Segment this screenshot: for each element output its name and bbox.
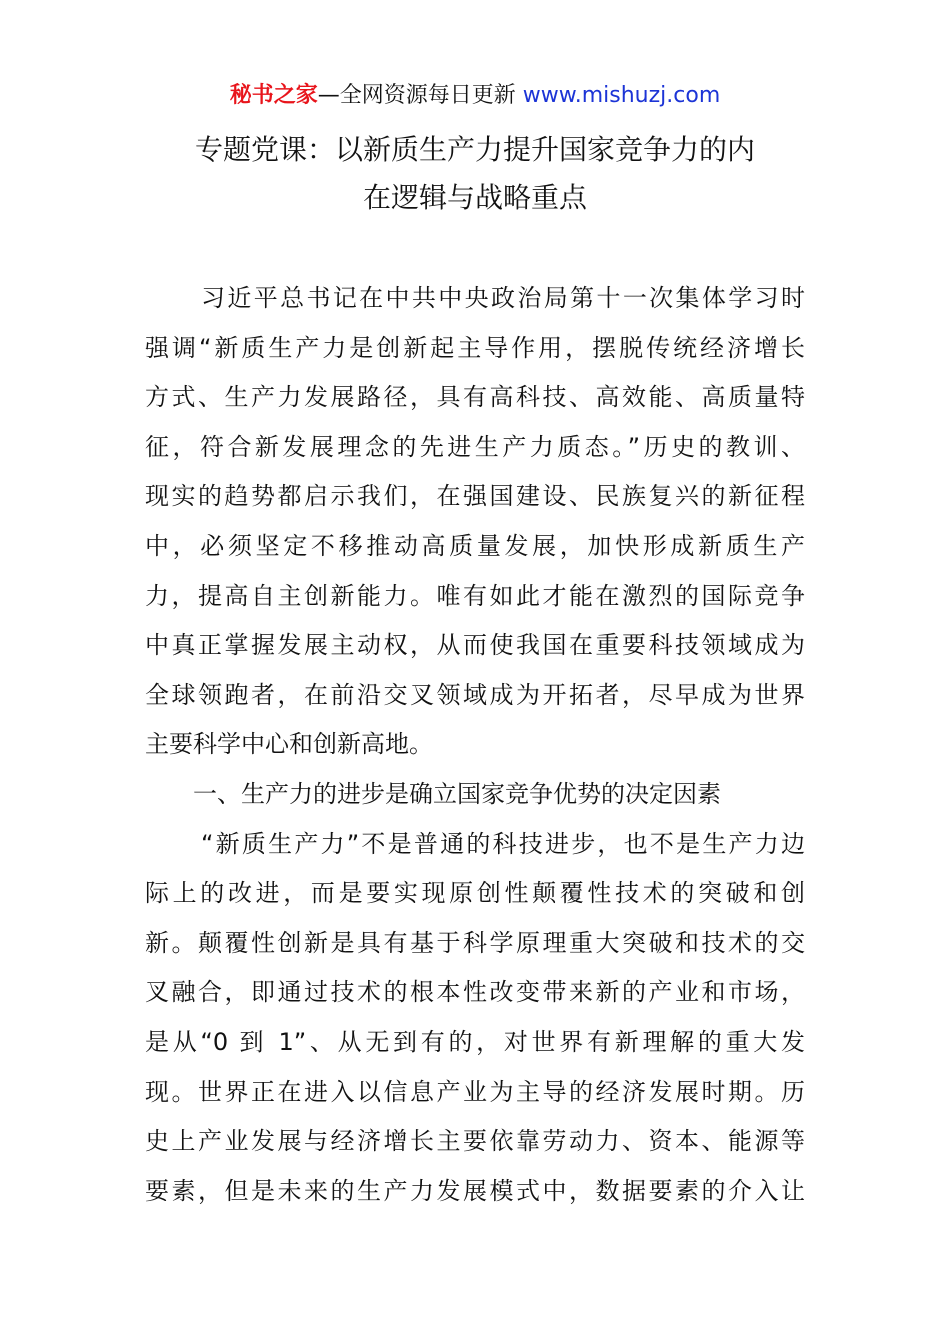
paragraph-line: 征，符合新发展理念的先进生产力质态。”历史的教训、 (145, 432, 805, 461)
paragraph-line: 习近平总书记在中共中央政治局第十一次集体学习时 (201, 284, 805, 312)
paragraph-line: 是从“0 到 1”、从无到有的，对世界有新理解的重大发 (145, 1027, 805, 1056)
paragraph-line: 现。世界正在进入以信息产业为主导的经济发展时期。历 (145, 1077, 805, 1106)
paragraph-line: “新质生产力”不是普通的科技进步，也不是生产力边 (201, 829, 805, 858)
paragraph-line: 现实的趋势都启示我们，在强国建设、民族复兴的新征程 (145, 482, 805, 511)
title-line-2: 在逻辑与战略重点 (362, 181, 587, 214)
site-url-link[interactable]: www.mishuzj.com (522, 83, 721, 108)
document-title (145, 126, 805, 222)
section-heading: 一、生产力的进步是确立国家竞争优势的决定因素 (193, 779, 721, 808)
paragraph-line: 强调“新质生产力是创新起主导作用，摆脱传统经济增长 (145, 333, 805, 362)
paragraph-line: 主要科学中心和创新高地。 (145, 730, 433, 759)
paragraph-line: 史上产业发展与经济增长主要依靠劳动力、资本、能源等 (145, 1127, 805, 1156)
paragraph-intro (145, 274, 805, 770)
paragraph-line: 中真正掌握发展主动权，从而使我国在重要科技领域成为 (145, 631, 805, 660)
site-header (0, 80, 950, 112)
paragraph-line: 全球领跑者，在前沿交叉领域成为开拓者，尽早成为世界 (145, 680, 805, 709)
paragraph-line: 中，必须坚定不移推动高质量发展，加快形成新质生产 (145, 531, 805, 560)
paragraph-line: 要素，但是未来的生产力发展模式中，数据要素的介入让 (145, 1176, 805, 1205)
paragraph-line: 力，提高自主创新能力。唯有如此才能在激烈的国际竞争 (145, 581, 805, 610)
paragraph-line: 新。颠覆性创新是具有基于科学原理重大突破和技术的交 (145, 928, 805, 957)
paragraph-line: 际上的改进，而是要实现原创性颠覆性技术的突破和创 (145, 879, 805, 908)
paragraph-section-1 (145, 820, 805, 1217)
title-line-1: 专题党课：以新质生产力提升国家竞争力的内 (194, 133, 755, 166)
site-tagline: —全网资源每日更新 (317, 83, 516, 108)
document-body (145, 274, 805, 1216)
paragraph-line: 方式、生产力发展路径，具有高科技、高效能、高质量特 (145, 383, 805, 412)
paragraph-line: 叉融合，即通过技术的根本性改变带来新的产业和市场， (145, 978, 805, 1007)
site-brand: 秘书之家 (229, 83, 318, 108)
